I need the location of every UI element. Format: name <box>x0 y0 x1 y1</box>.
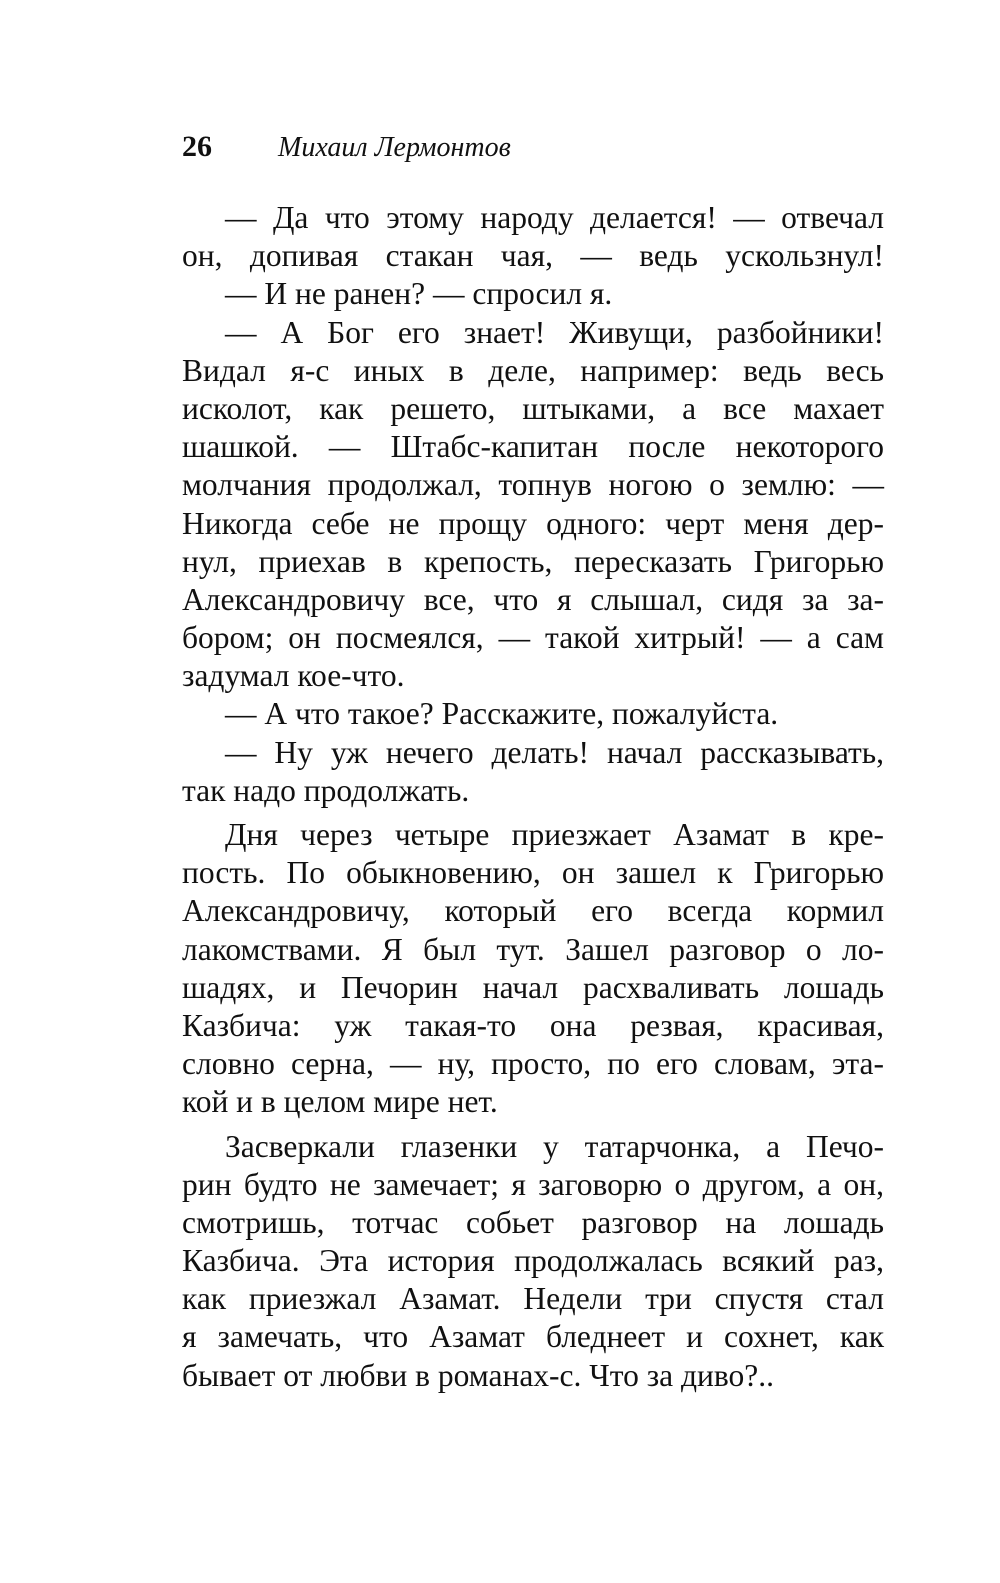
text-line: — И не ранен? — спросил я. <box>225 276 613 312</box>
text-line: — Ну уж нечего делать! начал рассказывать, <box>225 734 884 770</box>
text-line: — А Бог его знает! Живущи, разбойники! <box>225 314 884 350</box>
text-line: Александровичу, который его всегда кормил <box>182 893 884 929</box>
running-title: Михаил Лермонтов <box>278 132 511 163</box>
text-line: — Да что этому народу делается! — отвечал <box>225 200 884 235</box>
text-line: шашкой. — Штабс-капитан после некоторого <box>182 429 884 465</box>
text-line: он, допивая стакан чая, — ведь ускользнул! <box>182 238 884 274</box>
text-line: смотришь, тотчас собьет разговор на лошадь <box>182 1204 884 1240</box>
text-line: Никогда себе не прощу одного: черт меня дер- <box>182 505 884 541</box>
text-line: молчания продолжал, топнув ногою о землю: — <box>182 467 884 503</box>
text-line: Засверкали глазенки у татарчонка, а Печо- <box>225 1128 884 1164</box>
text-line: исколот, как решето, штыками, а все махает <box>182 390 884 426</box>
text-line: кой и в целом мире нет. <box>182 1084 498 1120</box>
text-line: бывает от любви в романах-с. Что за диво?.. <box>182 1357 775 1393</box>
text-line: задумал кое-что. <box>182 658 405 694</box>
text-line: так надо продолжать. <box>182 772 470 808</box>
text-line: Казбича. Эта история продолжалась всякий раз, <box>182 1243 884 1279</box>
text-line: я замечать, что Азамат бледнеет и сохнет, как <box>182 1319 884 1355</box>
text-line: — А что такое? Расскажите, пожалуйста. <box>225 696 779 732</box>
text-line: пость. По обыкновению, он зашел к Григорью <box>182 855 884 891</box>
text-line: нул, приехав в крепость, пересказать Григорью <box>182 543 884 579</box>
text-line: как приезжал Азамат. Недели три спустя стал <box>182 1281 884 1317</box>
text-body <box>182 199 884 1395</box>
text-line: шадях, и Печорин начал расхваливать лошадь <box>182 969 884 1005</box>
text-line: Казбича: уж такая-то она резвая, красивая, <box>182 1007 884 1043</box>
text-line: Дня через четыре приезжает Азамат в кре- <box>225 817 884 852</box>
text-line: лакомствами. Я был тут. Зашел разговор о ло- <box>182 931 884 967</box>
text-line: рин будто не замечает; я заговорю о другом, а он, <box>182 1166 884 1202</box>
text-line: словно серна, — ну, просто, по его словам, эта- <box>182 1046 884 1082</box>
text-line: Видал я-с иных в деле, например: ведь весь <box>182 352 884 388</box>
page-header <box>182 130 511 174</box>
text-line: бором; он посмеялся, — такой хитрый! — а сам <box>182 620 884 656</box>
text-line: Александровичу все, что я слышал, сидя за за- <box>182 581 884 617</box>
page-number: 26 <box>182 130 212 163</box>
